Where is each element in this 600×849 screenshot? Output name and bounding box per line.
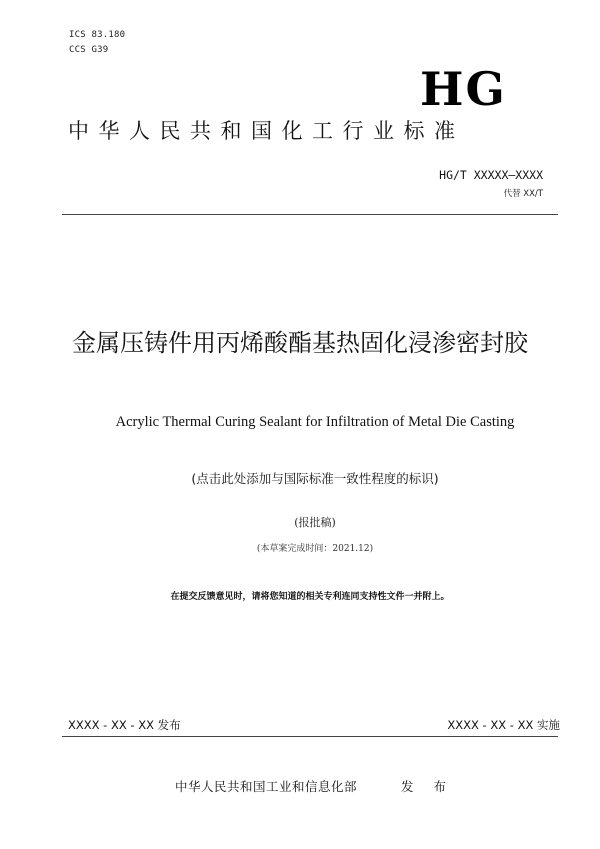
publish-date: XXXX - XX - XX 发布 — [68, 718, 181, 732]
consistency-note: (点击此处添加与国际标准一致性程度的标识) — [191, 471, 439, 486]
implement-date: XXXX - XX - XX 实施 — [447, 718, 560, 732]
title-english: Acrylic Thermal Curing Sealant for Infiltration of Metal Die Casting — [115, 414, 515, 430]
standard-number: HG/T XXXXX—XXXX — [439, 168, 543, 182]
ics-code: ICS 83.180 — [69, 30, 126, 40]
footer-divider — [62, 736, 558, 737]
issue-label: 发 布 — [401, 779, 454, 794]
issuing-authority: 中华人民共和国工业和信息化部 — [175, 779, 358, 794]
standard-category: 中华人民共和国化工行业标准 — [68, 119, 465, 143]
replaces-note: 代替 XX/T — [503, 189, 543, 199]
title-chinese: 金属压铸件用丙烯酸酯基热固化浸渗密封胶 — [72, 329, 528, 357]
ccs-code: CCS G39 — [69, 45, 109, 55]
draft-stage: (报批稿) — [294, 516, 336, 529]
hg-logo: HG — [420, 62, 507, 116]
header-divider — [62, 214, 558, 215]
patent-notice: 在提交反馈意见时，请将您知道的相关专利连同支持性文件一并附上。 — [170, 592, 450, 602]
draft-completion-date: (本草案完成时间：2021.12) — [256, 544, 374, 554]
